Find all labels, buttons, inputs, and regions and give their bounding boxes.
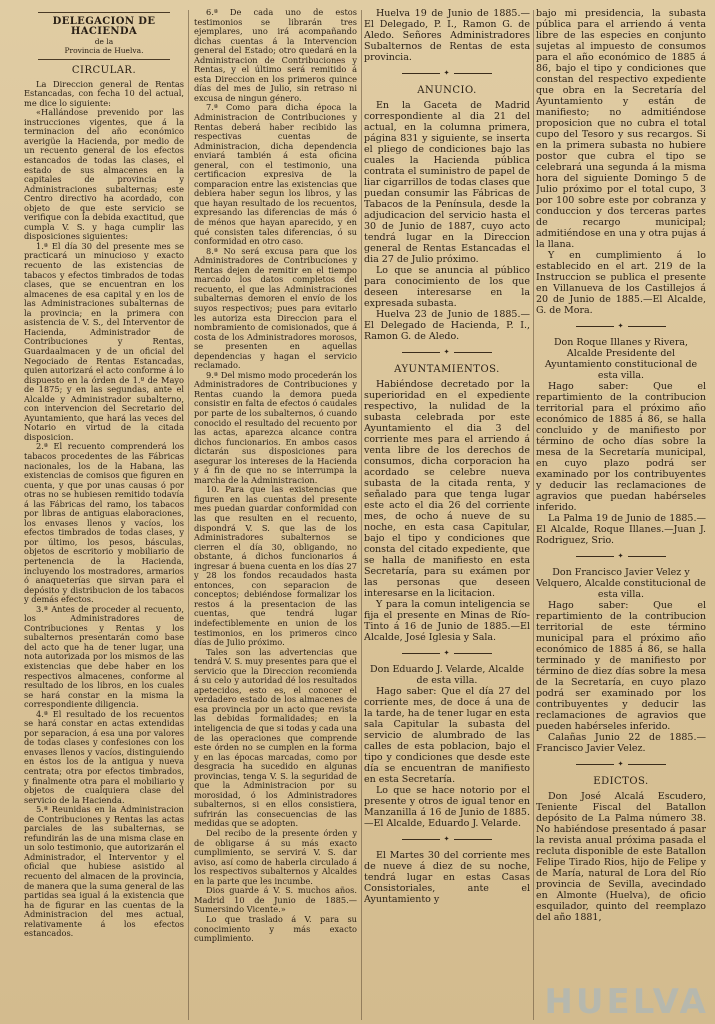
paragraph: Dios guarde á V. S. muchos años. Madrid 10 de Junio de 1885.—Sumersindo Vicente.» — [194, 885, 357, 915]
paragraph: Hago saber: Que el día 27 del corriente mes, de doce á una de la tarde, ha de tener lugar en esta sala Capitular la subasta del servicio de alumbrado de las calles de esta poblacion, bajo el tipo y condiciones que desde este día se encuentran de manifiesto en esta Secretaría. — [364, 686, 530, 785]
paragraph: Huelva 23 de Junio de 1885.—El Delegado de Hacienda, P. I., Ramon G. de Aledo. — [364, 309, 530, 342]
paragraph: Tales son las advertencias que tendrá V. S. muy presentes para que el servicio que la Direccion recomienda á su celo y autoridad dé los resultados apetecidos, esto es, el conocer el verdadero estado de los almacenes de esa provincia por un acto que revista las debidas formalidades; en la inteligencia de que si todas y cada una de las operaciones que comprende este órden no se cumplen en la forma y en las épocas marcadas, como por desgracia ha sucedido en algunas provincias, tenga V. S. la seguridad de que la Administracion por su morosidad, ó los Administradores subalternos, si en ellos consistiera, sufrirán las consecuencias de las medidas que se adopten. — [194, 646, 357, 829]
paragraph: La Direccion general de Rentas Estancadas, con fecha 10 del actual, me dice lo siguiente: — [24, 78, 184, 108]
paragraph: 9.ª Del mismo modo procederán los Administradores de Contribuciones y Rentas cuando la demora pueda consistir en falta de efectos ó caudales por parte de los subalternos, ó cuando conocido el resultado del recuento por las actas, aparezca alcance contra dichos funcionarios. En ambos casos dictarán sus disposiciones para asegurar los intereses de la Hacienda y á fin de que no se interrumpa la marcha de la Administracion. — [194, 369, 357, 485]
section-heading: CIRCULAR. — [71, 65, 137, 77]
paragraph: Y en cumplimiento á lo establecido en el art. 219 de la Instruccion se publica el presente en Villanueva de los Castillejos á 20 de Junio de 1885.—El Alcalde, G. de Mora. — [536, 250, 706, 316]
ornament-divider: ✦ — [364, 68, 530, 79]
ornament-divider: ✦ — [536, 759, 706, 770]
notice-heading: Don Roque Illanes y Rivera, Alcalde Presidente del Ayuntamiento constitucional de esta villa. — [544, 337, 698, 381]
column-3 — [364, 8, 530, 1020]
paragraph: «Hallándose prevenido por las instrucciones vigentes, que á la terminacion del año económico averigüe la Hacienda, por medio de un recuento general de los efectos estancados de todas las clases, el estado de sus almacenes en la capitales de provincia y Administraciones subalternas; este Centro directivo ha acordado, con objeto de que este servicio se verifique con la debida exactitud, que cumpla V. S. y haga cumplir las disposiciones siguientes: — [24, 107, 184, 242]
section-heading: AYUNTAMIENTOS. — [394, 364, 500, 375]
ornament-divider: ✦ — [364, 347, 530, 358]
paragraph: Calañas Junio 22 de 1885.—Francisco Javier Velez. — [536, 732, 706, 754]
paragraph: Habiéndose decretado por la superioridad en el expediente respectivo, la nulidad de la subasta celebrada por este Ayuntamiento el dia 3 del corriente mes para el arriendo á venta libre de los derechos de consumos, dicha corporacion ha acordado se celebre nueva subasta de la citada renta, y señalado para que tenga lugar este acto el dia 26 del corriente mes, de ocho á nueve de su noche, en esta casa Capitular, bajo el tipo y condiciones que consta del citado expediente, que se halla de manifiesto en esta Secretaría, para su exámen por las personas que deseen interesarse en la licitacion. — [364, 379, 530, 599]
column-4 — [536, 8, 706, 1020]
paragraph: Lo que traslado á V. para su conocimiento y más exacto cumplimiento. — [194, 913, 357, 944]
paragraph: En la Gaceta de Madrid correspondiente al dia 21 del actual, en la columna primera, página 831 y siguiente, se inserta el pliego de condiciones bajo las cuales la Hacienda pública contrata el suministro de papel de liar cigarrillos de todas clases que puedan consumir las Fábricas de Tabacos de la Península, desde la adjudicacion del servicio hasta el 30 de Junio de 1887, cuyo acto tendrá lugar en la Direccion general de Rentas Estancadas el dia 27 de Julio próximo. — [364, 100, 530, 265]
paragraph: Lo que se anuncia al público para conocimiento de los que deseen interesarse en la expresada subasta. — [364, 265, 530, 309]
paragraph: 6.ª De cada uno de estos testimonios se librarán tres ejemplares, uno irá acompañando dichas cuentas á la Intervencion general del Estado; otro quedará en la Administracion de Contribuciones y Rentas, y el último será remitido á esta Direccion en los primeros quince días del mes de Julio, sin retraso ni excusa de ningun género. — [194, 8, 357, 103]
paragraph: Lo que se hace notorio por el presente y otros de igual tenor en Manzanilla á 16 de Junio de 1885.—El Alcalde, Eduardo J. Velarde. — [364, 785, 530, 829]
paragraph: El Martes 30 del corriente mes de nueve á diez de su noche, tendrá lugar en estas Casas Consistoriales, ante el Ayuntamiento y — [364, 850, 530, 905]
ornament-divider: ✦ — [364, 648, 530, 659]
section-heading: EDICTOS. — [593, 776, 649, 787]
paragraph: 1.ª El día 30 del presente mes se practicará un minucioso y exacto recuento de las existencias de tabacos y efectos timbrados de todas clases, que se encuentran en los almacenes de esa capital y en los de las Administraciones subalternas de la provincia; en la primera con asistencia de V. S., del Interventor de Hacienda, Administrador de Contribuciones y Rentas, Guardaalmacen y de un oficial del Negociado de Rentas Estancadas, quien autorizará el acto conforme á lo dispuesto en la órden de 1.º de Mayo de 1875; y en las segundas, ante el Alcalde y Administrador subalterno, con intervencion del Secretario del Ayuntamiento, que hará las veces del Notario en virtud de la citada disposicion. — [24, 240, 184, 442]
library-watermark: HUELVA — [544, 982, 709, 1022]
section-subtitle: Provincia de Huelva. — [64, 46, 144, 56]
column-divider — [361, 10, 362, 1020]
paragraph: 5.ª Reunidas en la Administracion de Contribuciones y Rentas las actas parciales de las subalternas, se refundirán las de una misma clase en un solo testimonio, que autorizarán el Administrador, el Interventor y el oficial que hubiese asistido al recuento del almacen de la provincia, de manera que la suma general de las partidas sea igual á la existencia que ha de figurar en las cuentas de la Administracion del mes actual, relativamente á los efectos estancados. — [24, 804, 184, 939]
paragraph: Hago saber: Que el repartimiento de la contribucion territorial de este término municipal para el próximo año económico de 1885 á 86, se halla terminado y de manifiesto por término de diez días sobre la mesa de la Secretaría, en cuyo plazo podrá ser examinado por los contribuyentes y deducir las reclamaciones de agravios que pueden habérseles inferido. — [536, 600, 706, 732]
paragraph: Huelva 19 de Junio de 1885.—El Delegado, P. I., Ramon G. de Aledo. Señores Administradores Subalternos de Rentas de esta provincia. — [364, 8, 530, 63]
column-1 — [24, 8, 184, 1020]
paragraph: bajo mi presidencia, la subasta pública para el arriendo á venta libre de las especies en conjunto sujetas al impuesto de consumos para el año económico de 1885 á 86, bajo el tipo y condiciones que constan del respectivo expediente que obra en la Secretaría del Ayuntamiento y están de manifiesto; no admitiéndose proposicion que no cubra el total cupo del Tesoro y sus recargos. Si en la primera subasta no hubiere postor que cubra el tipo se celebrará una segunda á la misma hora del siguiente Domingo 5 de Julio próximo por el total cupo, 3 por 100 sobre este por cobranza y conduccion y dos terceras partes de recargo municipal; admitiéndose en una y otra pujas á la llana. — [536, 8, 706, 250]
ornament-divider: ✦ — [364, 834, 530, 845]
paragraph: 4.ª El resultado de los recuentos se hará constar en actas extendidas por separacion, á esa una por valores de todas clases y confesiones con los envases llenos y vacíos, distinguiendo en éstos los de la antigua y nueva centrata; otra por efectos timbrados, y finalmente otra para el mobiliario y objetos de cualquiera clase del servicio de la Hacienda. — [24, 708, 184, 805]
paragraph: Hago saber: Que el repartimiento de la contribucion territorial para el próximo año económico de 1885 á 86, se halla concluido y de manifiesto por término de ocho días sobre la mesa de la Secretaría municipal, en cuyo plazo podrá ser examinado por los contribuyentes y deducir las reclamaciones de agravios que puedan habérseles inferido. — [536, 381, 706, 513]
paragraph: Del recibo de la presente órden y de obligarse á su más exacto cumplimiento, se servirá V. S. dar aviso, así como de haberla circulado á los respectivos subalternos y Alcaldes en la parte que les incumbe. — [194, 828, 357, 886]
divider — [38, 12, 170, 13]
notice-heading: Don Francisco Javier Velez y Velquero, Alcalde constitucional de esta villa. — [536, 567, 706, 600]
ornament-divider: ✦ — [536, 551, 706, 562]
paragraph: La Palma 19 de Junio de 1885.—El Alcalde, Roque Illanes.—Juan J. Rodriguez, Srio. — [536, 513, 706, 546]
column-divider — [533, 10, 534, 1020]
paragraph: 10. Para que las existencias que figuren en las cuentas del presente mes puedan guardar conformidad con las que resulten en el recuento, dispondrá V. S. que las de los Administradores subalternos se cierren el día 30, obligando, no obstante, á dichos funcionarios á ingresar á buena cuenta en los días 27 y 28 los fondos recaudados hasta entonces, con separacion de conceptos; debiéndose formalizar los restos á la presentacion de las cuentas, que tendrá lugar indefectiblemente en union de los testimonios, en los primeros cinco días de Julio próximo. — [194, 484, 357, 648]
section-title: DELEGACION DE HACIENDA — [52, 16, 156, 37]
paragraph: Don José Alcalá Escudero, Teniente Fiscal del Batallon depósito de La Palma número 38. No habiéndose presentado á pasar la revista anual próxima pasada el recluta disponible de este Batallon Felipe Tirado Rios, hijo de Felipe y de María, natural de Lora del Río provincia de Sevilla, avecindado en Almonte (Huelva), de oficio esquilador, quinto del reemplazo del año 1881, — [536, 791, 706, 923]
paragraph: 2.ª El recuento comprenderá los tabacos procedentes de las Fábricas nacionales, los de la Habana, las existencias de comisos que figuren en cuenta, y que por unas causas ó por otras no se hubiesen remitido todavía á las Fábricas del ramo, los tabacos por libras de antiguas elaboraciones, los envases llenos y vacíos, los efectos timbrados de todas clases, y por último, los pesos, básculas, objetos de escritorio y mobiliario de pertenencia de la Hacienda, incluyendo los mostradores, armarios ó anaqueterías que sirvan para el depósito y distribucion de los tabacos y demás efectos. — [24, 441, 184, 605]
paragraph: Y para la comun inteligencia se fija el presente en Minas de Río-Tinto á 16 de Junio de 1885.—El Alcalde, José Iglesia y Sala. — [364, 599, 530, 643]
notice-heading: Don Eduardo J. Velarde, Alcalde de esta villa. — [370, 664, 524, 686]
divider — [38, 59, 170, 60]
ornament-divider: ✦ — [536, 321, 706, 332]
section-heading: ANUNCIO. — [417, 85, 477, 96]
paragraph: 8.ª No será excusa para que los Administradores de Contribuciones y Rentas dejen de remitir en el tiempo marcado los datos completos del recuento, el que las Administraciones subalternas demoren el envío de los suyos respectivos; pues para evitarlo les autoriza esta Direccion para el nombramiento de comisionados, que á costa de los Administradores morosos, se presenten en aquellas dependencias y hagan el servicio reclamado. — [194, 245, 357, 371]
column-divider — [188, 10, 189, 1020]
paragraph: 7.ª Como para dicha época la Administracion de Contribuciones y Rentas deberá haber recibido las respectivas cuentas de Administracion, dicha dependencia enviará también á esta oficina general, con el testimonio, una certificacion expresiva de la comparacion entre las existencias que debiera haber segun los libros, y las que hayan resultado de los recuentos, expresando las diferencias de más ó de ménos que hayan aparecido, y en qué consisten tales diferencias, ó su conformidad en otro caso. — [194, 102, 357, 247]
section-subtitle: de la — [94, 37, 114, 47]
column-2 — [194, 8, 357, 1020]
paragraph: 3.ª Antes de proceder al recuento, los Administradores de Contribuciones y Rentas y los subalternos presentarán como base del acto que ha de tener lugar, una nota autorizada por los mismos de las existencias que debe haber en los respectivos almacenes, conforme al resultado de los libros, en los cuales se hará constar en la misma la correspondiente diligencia. — [24, 603, 184, 710]
